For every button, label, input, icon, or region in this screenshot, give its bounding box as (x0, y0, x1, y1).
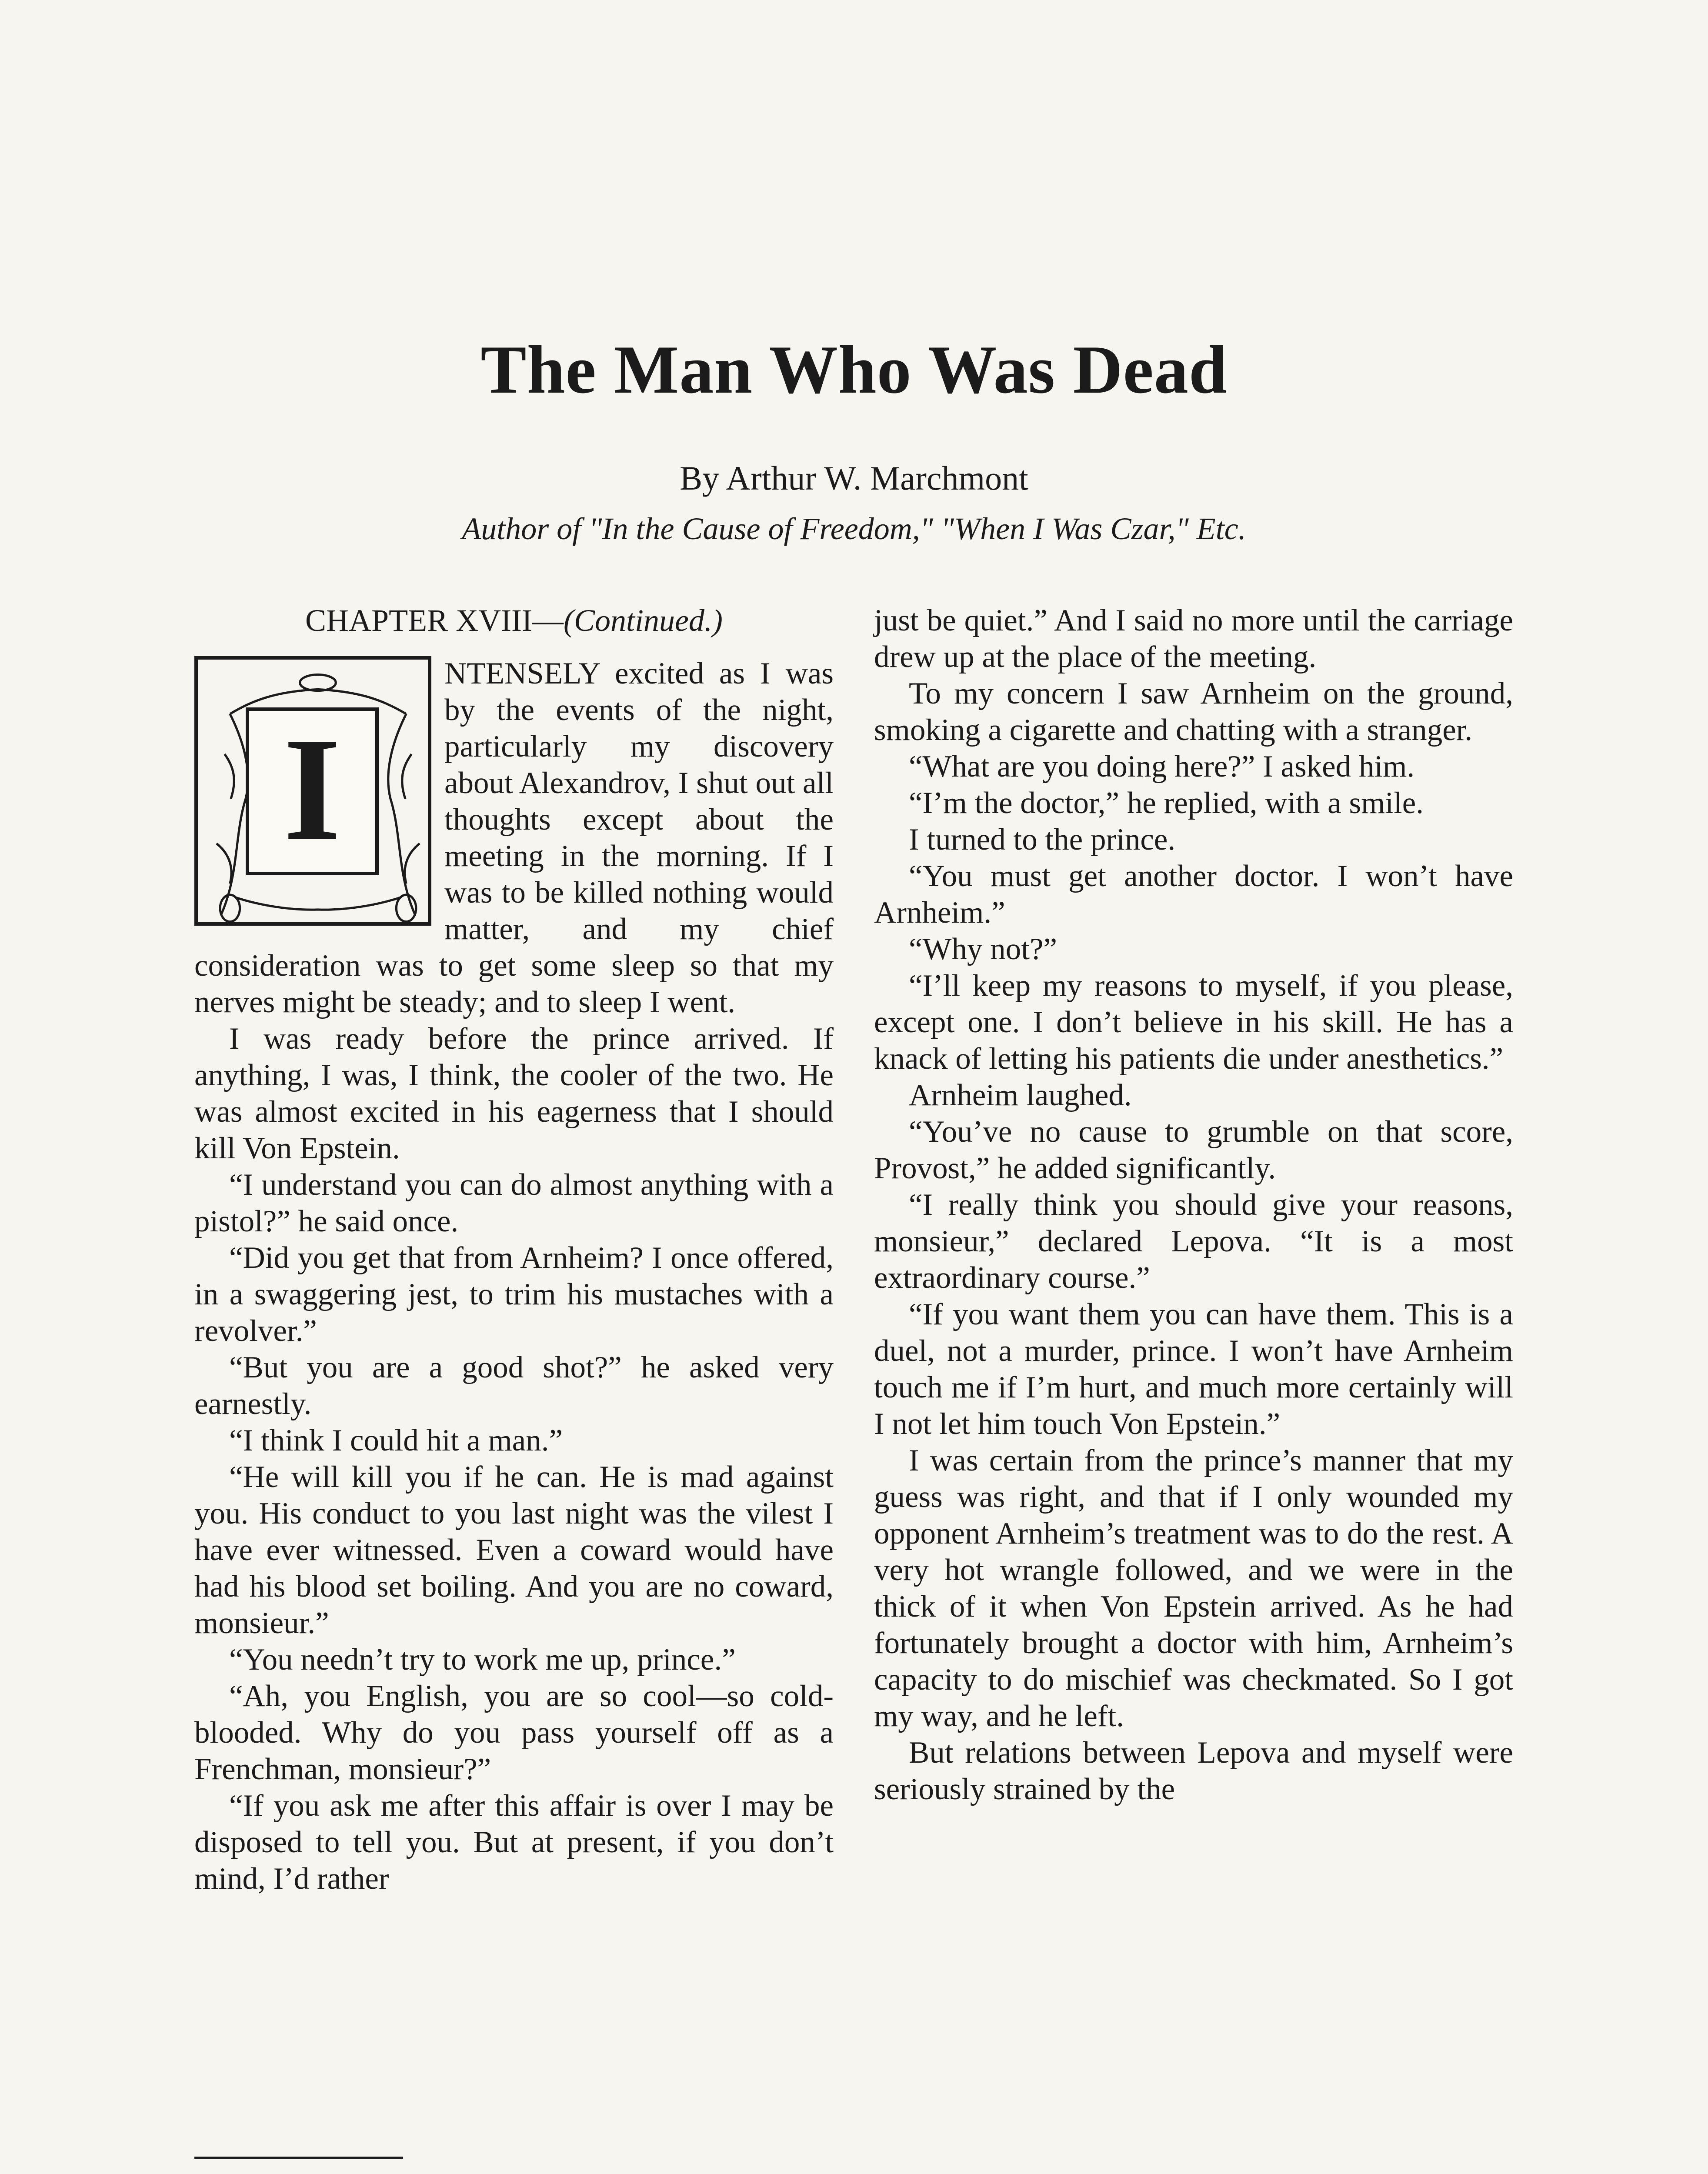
drop-cap-letter: I (283, 707, 341, 871)
paragraph: “You needn’t try to work me up, prince.” (229, 1643, 736, 1677)
drop-cap-letter-frame (246, 707, 379, 875)
paragraph: just be quiet.” And I said no more until the carriage drew up at the place of the meeting. (874, 604, 1513, 674)
paragraph: “I think I could hit a man.” (229, 1424, 563, 1457)
paragraph: I turned to the prince. (909, 823, 1176, 857)
story-title: The Man Who Was Dead (480, 332, 1228, 408)
chapter-number: CHAPTER XVIII— (305, 603, 564, 638)
left-column (194, 602, 834, 1897)
paragraph: “Why not?” (909, 932, 1057, 966)
paragraph: Arnheim laughed. (909, 1078, 1132, 1112)
paragraph: “He will kill you if he can. He is mad against you. His conduct to you last night was the vilest I have ever witnessed. Even a coward would have had his blood set boiling. And you are no coward, monsieur.” (194, 1460, 834, 1640)
paragraph: “If you ask me after this affair is over I may be disposed to tell you. But at present, if you don’t mind, I’d rather (194, 1789, 834, 1896)
paragraph: “But you are a good shot?” he asked very earnestly. (194, 1350, 834, 1421)
paragraph: “What are you doing here?” I asked him. (909, 750, 1415, 784)
chapter-continued: (Continued.) (564, 603, 723, 638)
chapter-heading (194, 602, 834, 639)
paragraph: “Ah, you English, you are so cool—so cold-blooded. Why do you pass yourself off as a Frenchman, monsieur?” (194, 1679, 834, 1786)
paragraph: “I’m the doctor,” he replied, with a smile. (909, 786, 1424, 820)
paragraph: To my concern I saw Arnheim on the ground, smoking a cigarette and chatting with a stranger. (874, 677, 1513, 747)
paragraph: I was certain from the prince’s manner that my guess was right, and that if I only wounded my opponent Arnheim’s treatment was to do the rest. A very hot wrangle followed, and we were in the thick of it when Von Epstein arrived. As he had fortunately brought a doctor with him, Arnheim’s capacity to do mischief was checkmated. So I got my way, and he left. (874, 1444, 1513, 1733)
paragraph: “If you want them you can have them. This is a duel, not a murder, prince. I won’t have Arnheim touch me if I’m hurt, and much more certainly will I not let him touch Von Epstein.” (874, 1297, 1513, 1441)
paragraph: NTENSELY excited as I was by the events of the night, particularly my discovery about Alexandrov, I shut out all thoughts except about the meeting in the morning. If I was to be killed nothing would matter, and my chief consideration was to get some sleep so that my nerves might be steady; and to sleep I went. (194, 657, 834, 1019)
footnote-divider (194, 2157, 403, 2159)
right-column (874, 602, 1513, 1807)
drop-cap-ornament (194, 656, 431, 926)
paragraph: “You’ve no cause to grumble on that score, Provost,” he added significantly. (874, 1115, 1513, 1185)
author-byline: By Arthur W. Marchmont (680, 459, 1028, 497)
paragraph: I was ready before the prince arrived. If anything, I was, I think, the cooler of the two. He was almost excited in his eagerness that I should kill Von Epstein. (194, 1022, 834, 1165)
paragraph: But relations between Lepova and myself were seriously strained by the (874, 1736, 1513, 1806)
paragraph: “Did you get that from Arnheim? I once offered, in a swaggering jest, to trim his mustaches with a revolver.” (194, 1241, 834, 1348)
paragraph: “I really think you should give your reasons, monsieur,” declared Lepova. “It is a most extraordinary course.” (874, 1188, 1513, 1295)
author-credits: Author of "In the Cause of Freedom," "When I Was Czar," Etc. (462, 511, 1246, 546)
paragraph: “You must get another doctor. I won’t have Arnheim.” (874, 859, 1513, 930)
paragraph: “I’ll keep my reasons to myself, if you please, except one. I don’t believe in his skill. He has a knack of letting his patients die under anesthetics.” (874, 969, 1513, 1076)
paragraph: “I understand you can do almost anything with a pistol?” he said once. (194, 1168, 834, 1238)
